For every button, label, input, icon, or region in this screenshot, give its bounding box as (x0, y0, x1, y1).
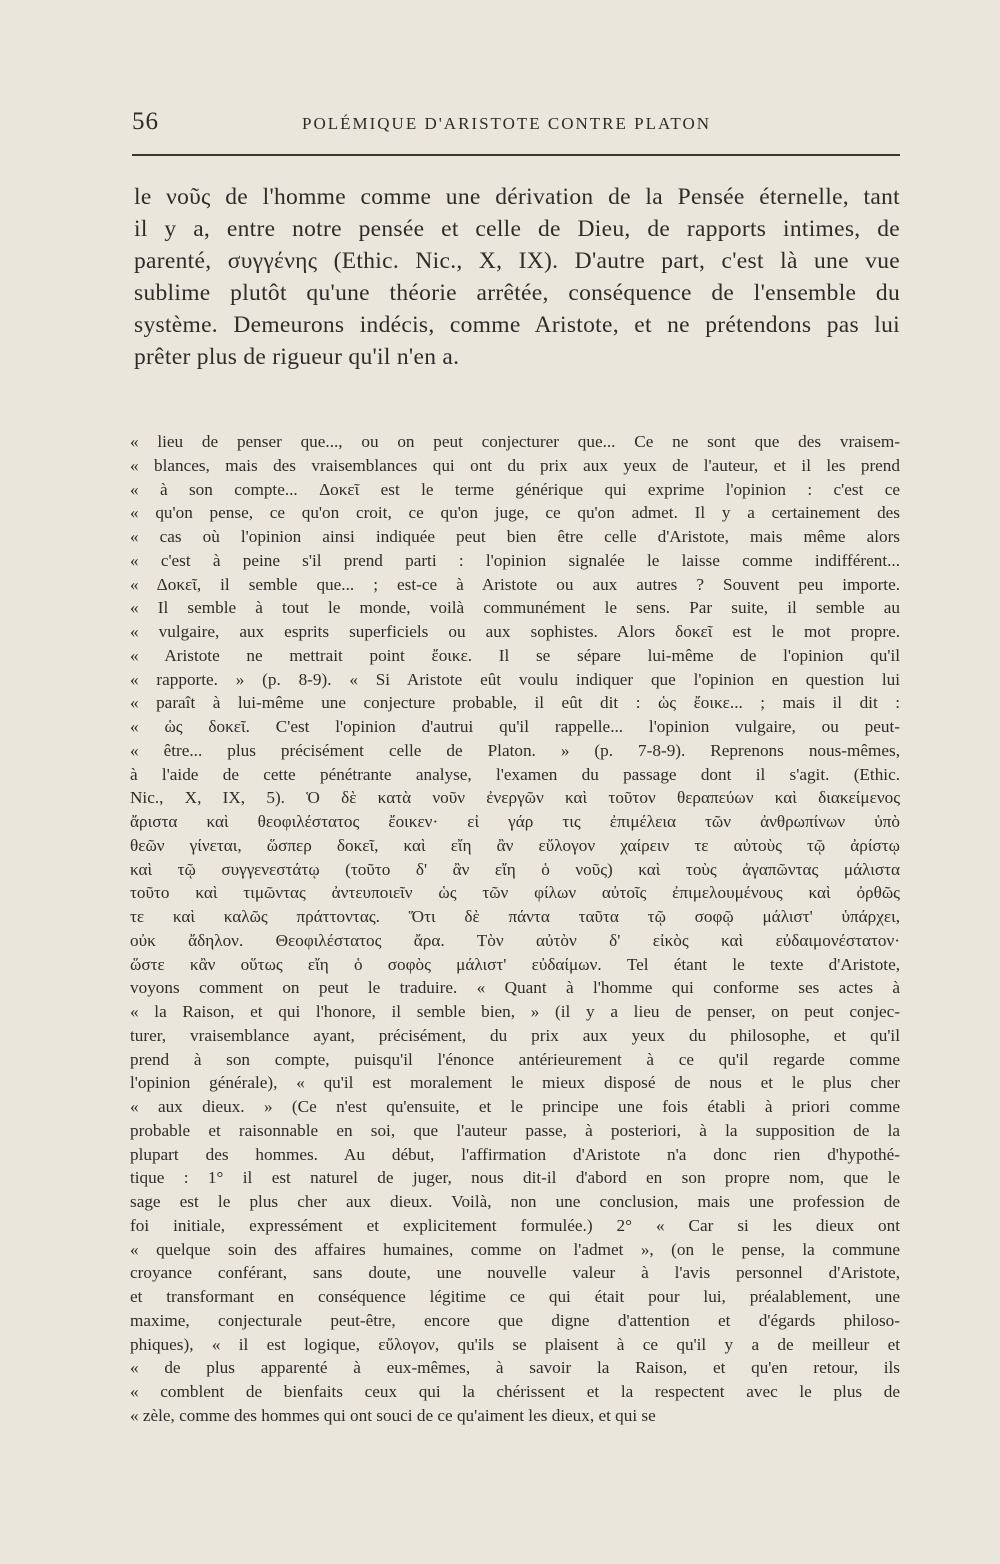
main-text (134, 181, 900, 373)
footnote-line: « ὡς δοκεῖ. C'est l'opinion d'autrui qu'il rappelle... l'opinion vulgaire, ou peut- (130, 717, 900, 736)
body-line: système. Demeurons indécis, comme Aristote, et ne prétendons pas lui (134, 312, 900, 338)
running-title: POLÉMIQUE D'ARISTOTE CONTRE PLATON (302, 114, 712, 133)
footnote-line: voyons comment on peut le traduire. « Quant à l'homme qui conforme ses actes à (130, 978, 900, 998)
footnote-line: οὐκ ἄδηλον. Θεοφιλέστατος ἄρα. Τὸν αὐτὸν δ' εἰκὸς καὶ εὐδαιμονέστατον· (130, 930, 900, 950)
footnote-line: phiques), « il est logique, εὔλογον, qu'ils se plaisent à ce qu'il y a de meilleur et (130, 1334, 900, 1354)
footnote-line: « aux dieux. » (Ce n'est qu'ensuite, et le principe une fois établi à priori comme (130, 1097, 900, 1116)
footnote-line: croyance conférant, sans doute, une nouvelle valeur à l'avis personnel d'Aristote, (130, 1263, 900, 1283)
footnote-line: « Aristote ne mettrait point ἔοικε. Il se sépare lui-même de l'opinion qu'il (130, 645, 900, 665)
footnote-line: « lieu de penser que..., ou on peut conjecturer que... Ce ne sont que des vraisem- (130, 432, 900, 451)
footnote-line: τε καὶ καλῶς πράττοντας. Ὅτι δὲ πάντα ταῦτα τῷ σοφῷ μάλιστ' ὑπάρχει, (130, 907, 900, 926)
footnote-line: « blances, mais des vraisemblances qui ont du prix aux yeux de l'auteur, et il les prend (130, 455, 900, 475)
footnote-line: « quelque soin des affaires humaines, comme on l'admet », (on le pense, la commune (130, 1239, 900, 1259)
footnote-line: « qu'on pense, ce qu'on croit, ce qu'on juge, ce qu'on admet. Il y a certainement des (130, 503, 900, 523)
footnote-line: foi initiale, expressément et explicitement formulée.) 2° « Car si les dieux ont (130, 1215, 900, 1235)
footnote-line: « rapporte. » (p. 8-9). « Si Aristote eût voulu indiquer que l'opinion en question lui (130, 669, 900, 689)
footnote-line: « à son compte... Δοκεῖ est le terme générique qui exprime l'opinion : c'est ce (130, 479, 900, 499)
footnote-line: « Δοκεῖ, il semble que... ; est-ce à Aristote ou aux autres ? Souvent peu importe. (130, 574, 900, 594)
footnote-line: à l'aide de cette pénétrante analyse, l'examen du passage dont il s'agit. (Ethic. (130, 764, 900, 784)
footnote-line: maxime, conjecturale peut-être, encore que digne d'attention et d'égards philoso- (130, 1310, 900, 1330)
body-line: prêter plus de rigueur qu'il n'en a. (134, 344, 460, 370)
footnote-line: ἄριστα καὶ θεοφιλέστατος ἔοικεν· εἰ γάρ τις ἐπιμέλεια τῶν ἀνθρωπίνων ὑπὸ (130, 812, 900, 831)
header-rule (132, 154, 900, 156)
footnote-line: ὥστε κἂν οὕτως εἴη ὁ σοφὸς μάλιστ' εὐδαίμων. Tel étant le texte d'Aristote, (130, 954, 900, 974)
page-number: 56 (132, 108, 159, 135)
body-line: sublime plutôt qu'une théorie arrêtée, conséquence de l'ensemble du (134, 280, 900, 306)
footnote-line: tique : 1° il est naturel de juger, nous dit-il d'abord en son propre nom, que le (130, 1168, 900, 1188)
footnote-line: τοῦτο καὶ τιμῶντας ἀντευποιεῖν ὡς τῶν φίλων αὐτοῖς ἐπιμελουμένους καὶ ὀρθῶς (130, 883, 900, 903)
page-header (132, 108, 898, 144)
footnote-line: probable et raisonnable en soi, que l'auteur passe, à posteriori, à la supposition de la (130, 1120, 900, 1140)
body-line: le νοῦς de l'homme comme une dérivation de la Pensée éternelle, tant (134, 184, 900, 210)
body-line: parenté, συγγένης (Ethic. Nic., X, IX). D'autre part, c'est là une vue (134, 248, 900, 274)
footnote-line: καὶ τῷ συγγενεστάτῳ (τοῦτο δ' ἂν εἴη ὁ νοῦς) καὶ τοὺς ἀγαπῶντας μάλιστα (130, 859, 900, 879)
footnote-line: « vulgaire, aux esprits superficiels ou aux sophistes. Alors δοκεῖ est le mot propre. (130, 622, 900, 641)
footnote-line: « paraît à lui-même une conjecture probable, il eût dit : ὡς ἔοικε... ; mais il dit : (130, 693, 900, 713)
footnote-line: « comblent de bienfaits ceux qui la chérissent et la respectent avec le plus de (130, 1382, 900, 1401)
footnote-line: turer, vraisemblance ayant, précisément, du prix aux yeux du philosophe, et qu'il (130, 1025, 900, 1045)
footnote-line: « cas où l'opinion ainsi indiquée peut bien être celle d'Aristote, mais même alors (130, 527, 900, 546)
footnote-line: « c'est à peine s'il prend parti : l'opinion signalée le laisse comme indifférent... (130, 550, 900, 570)
footnote-block (130, 430, 900, 1428)
body-line: il y a, entre notre pensée et celle de Dieu, de rapports intimes, de (134, 216, 900, 242)
footnote-line: prend à son compte, puisqu'il l'énonce antérieurement à ce qu'il regarde comme (130, 1049, 900, 1069)
footnote-line: sage est le plus cher aux dieux. Voilà, non une conclusion, mais une profession de (130, 1192, 900, 1211)
footnote-line: « de plus apparenté à eux-mêmes, à savoir la Raison, et qu'en retour, ils (130, 1358, 900, 1378)
footnote-line: Nic., X, IX, 5). Ὁ δὲ κατὰ νοῦν ἐνεργῶν καὶ τοῦτον θεραπεύων καὶ διακείμενος (130, 788, 900, 808)
footnote-line: et transformant en conséquence légitime ce qui était pour lui, préalablement, une (130, 1287, 900, 1306)
footnote-line: l'opinion générale), « qu'il est moralement le mieux disposé de nous et le plus cher (130, 1073, 900, 1093)
footnote-line: θεῶν γίνεται, ὥσπερ δοκεῖ, καὶ εἴη ἂν εὔλογον χαίρειν τε αὐτοὺς τῷ ἀρίστῳ (130, 835, 900, 855)
footnote-line: « être... plus précisément celle de Platon. » (p. 7-8-9). Reprenons nous-mêmes, (130, 740, 900, 760)
footnote-line: « la Raison, et qui l'honore, il semble bien, » (il y a lieu de penser, on peut conjec- (130, 1002, 900, 1021)
footnote-line: plupart des hommes. Au début, l'affirmation d'Aristote n'a donc rien d'hypothé- (130, 1144, 900, 1164)
footnote-line: « zèle, comme des hommes qui ont souci de ce qu'aiment les dieux, et qui se (130, 1405, 656, 1425)
footnote-line: « Il semble à tout le monde, voilà communément le sens. Par suite, il semble au (130, 598, 900, 618)
